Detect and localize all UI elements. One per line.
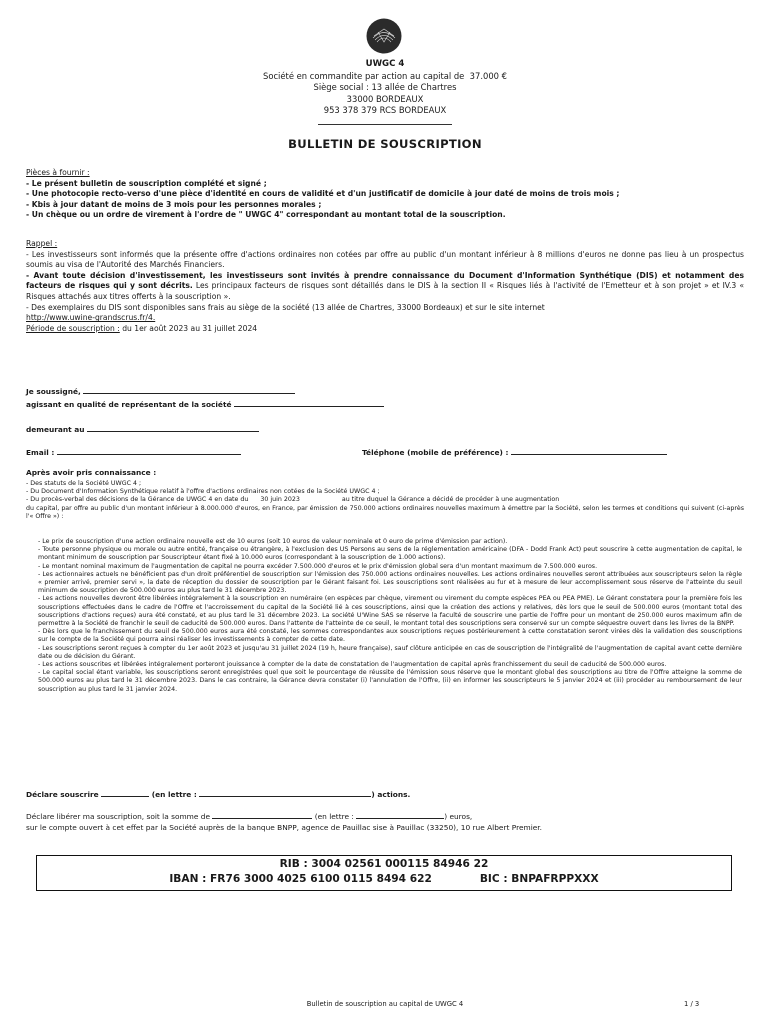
pieces-heading: Pièces à fournir :	[26, 168, 90, 177]
company-logo	[366, 18, 402, 54]
page-number: 1 / 3	[684, 1000, 700, 1008]
connaissance-item: - Du Document d'Information Synthétique relatif à l'offre d'actions ordinaires non cotées de la Société UWGC 4 ;	[26, 488, 380, 496]
soussigne-row: Je soussigné,	[26, 385, 295, 396]
condition-item: - Les souscriptions seront reçues à compter du 1er août 2023 et jusqu'au 31 juillet 2024 (19 h, heure française), sauf clôture anticipée en cas de souscription de l'intégralité de l'augmentation de capital avant cette dernière date ou de décision du Gérant.	[38, 644, 742, 660]
societe-field[interactable]	[234, 398, 384, 407]
company-name: UWGC 4	[365, 59, 405, 69]
amount-letters-field[interactable]	[356, 810, 444, 819]
rappel-paragraph-risks: - Avant toute décision d'investissement, les investisseurs sont invités à prendre connaissance du Document d'Information Synthétique (DIS) et notamment des facteurs de risques qui y sont décrits. Les principaux facteurs de risques sont détaillés dans le DIS à la section II « Risques liés à l'activité de l'Emetteur et à son projet » et IV.3 « Risques attachés aux titres offerts à la souscription ».	[26, 270, 744, 301]
declare-souscrire-row: Déclare souscrire (en lettre : ) actions.	[26, 790, 411, 799]
connaissance-item: - Des statuts de la Société UWGC 4 ;	[26, 480, 142, 487]
page-title: BULLETIN DE SOUSCRIPTION	[288, 137, 482, 151]
connaissance-item-pv: - Du procès-verbal des décisions de la Gérance de UWGC 4 en date du 30 juin 2023 au titre duquel la Gérance a décidé de procéder à une augmentation	[26, 496, 560, 504]
actions-count-field[interactable]	[101, 788, 149, 797]
header-separator	[318, 124, 452, 125]
dis-link[interactable]: http://www.uwine-grandscrus.fr/4.	[26, 313, 156, 323]
company-rcs: 953 378 379 RCS BORDEAUX	[323, 105, 447, 116]
rappel-heading: Rappel :	[26, 239, 58, 248]
iban-bic-row	[37, 872, 731, 887]
piece-item: - Kbis à jour datant de moins de 3 mois pour les personnes morales ;	[26, 199, 322, 209]
demeurant-row: demeurant au	[26, 423, 259, 434]
telephone-row: Téléphone (mobile de préférence) :	[362, 446, 667, 457]
footer-label: Bulletin de souscription au capital de UWGC 4	[306, 1000, 464, 1008]
conditions-list	[38, 538, 742, 694]
rib: RIB : 3004 02561 000115 84946 22	[279, 858, 489, 870]
piece-item: - Un chèque ou un ordre de virement à l'ordre de " UWGC 4" correspondant au montant total de la souscription.	[26, 210, 506, 220]
condition-item: - Les actions souscrites et libérées intégralement porteront jouissance à compter de la date de constatation de l'augmentation de capital après franchissement du seuil de caducité de 500.000 euros.	[38, 661, 667, 669]
periode: Période de souscription : du 1er août 2023 au 31 juillet 2024	[26, 323, 258, 333]
liberer-section	[26, 810, 744, 833]
rappel-section	[26, 239, 744, 334]
soussigne-field[interactable]	[83, 385, 295, 394]
telephone-field[interactable]	[511, 446, 667, 455]
bank-details-box	[36, 855, 732, 891]
amount-field[interactable]	[212, 810, 312, 819]
connaissance-item-pv-cont: du capital, par offre au public d'un montant inférieur à 8.000.000 d'euros, en France, par émission de 750.000 actions ordinaires nouvelles maximum à émettre par la Société, selon les termes et conditions qui suivent (ci-après l'« Offre ») :	[26, 504, 744, 520]
connaissance-list	[26, 480, 744, 521]
actions-letters-field[interactable]	[199, 788, 371, 797]
condition-item: - Le capital social étant variable, les souscriptions seront enregistrées quel que soit le pourcentage de réussite de l'émission sous réserve que le montant global des souscriptions au titre de l'Offre atteigne la somme de 500.000 euros au plus tard le 31 décembre 2023. Dans le cas contraire, la Gérance devra constater (i) l'annulation de l'Offre, (ii) en informer les souscripteurs le 5 janvier 2024 et (iii) procéder au remboursement de leur souscription au plus tard le 31 janvier 2024.	[38, 669, 742, 693]
email-row: Email :	[26, 446, 241, 457]
company-capital: Société en commandite par action au capital de 37.000 €	[263, 70, 507, 81]
pieces-section	[26, 168, 744, 221]
company-header	[0, 58, 770, 117]
condition-item: - Le montant nominal maximum de l'augmentation de capital ne pourra excéder 7.500.000 d'euros et le prix d'émission global sera d'un montant maximum de 7.500.000 euros.	[38, 562, 598, 570]
condition-item: - Les actionnaires actuels ne bénéficient pas d'un droit préférentiel de souscription sur l'émission des 750.000 actions ordinaires nouvelles. Les actions ordinaires nouvelles seront attribuées aux souscripteurs selon la règle « premier arrivé, premier servi », la date de réception du dossier de souscription par le Gérant faisant foi. Les souscriptions sont réalisées au fur et à mesure de leur accomplissement sous réserve de l'atteinte du seuil minimum de souscription de 500.000 euros au plus tard le 31 décembre 2023.	[38, 570, 742, 595]
piece-item: - Une photocopie recto-verso d'une pièce d'identité en cours de validité et d'un justificatif de domicile à jour daté de moins de trois mois ;	[26, 189, 620, 199]
qualite-row: agissant en qualité de représentant de la société	[26, 398, 384, 409]
company-city: 33000 BORDEAUX	[346, 93, 424, 104]
company-address: Siège social : 13 allée de Chartres	[313, 82, 457, 93]
condition-item: - Dès lors que le franchissement du seuil de 500.000 euros aura été constaté, les sommes correspondantes aux souscriptions reçues postérieurement à cette constatation seront virées dès la validation des souscriptions sur le compte de la Société qui pourra ainsi réaliser les investissements à compter de cette date.	[38, 628, 742, 644]
condition-item: - Toute personne physique ou morale ou autre entité, française ou étrangère, à l'exclusion des US Persons au sens de la réglementation américaine (DFA - Dodd Frank Act) peut souscrire à cette augmentation de capital, le montant minimum de souscription par Souscripteur étant fixé à 10.000 euros (correspondant à la souscription de 1.000 actions).	[38, 546, 742, 562]
bic: BIC : BNPAFRPPXXX	[479, 873, 599, 885]
condition-item: - Les actions nouvelles devront être libérées intégralement à la souscription en numéraire (en espèces par chèque, virement ou virement du compte espèces PEA ou PEA PME). Le Gérant constatera pour la première fois les souscriptions effectuées dans le cadre de l'Offre et l'accroissement du capital de la Société lié à ces souscriptions, ainsi que la création des actions y relatives, dès lors que le seuil de 500.000 euros (montant total des souscriptions d'actions reçues) aura été constaté, et au plus tard le 31 décembre 2023. La société U'Wine SAS se réserve la faculté de souscrire une partie de l'offre pour un montant de 250.000 euros maximum afin de permettre à la Société de franchir le seuil de caducité de 500.000 euros. Dans l'attente de l'atteinte de ce seuil, le montant total des souscriptions sera conservé sur un compte séquestre ouvert dans les livres de la BNPP.	[38, 595, 742, 628]
rappel-paragraph-dis: - Des exemplaires du DIS sont disponibles sans frais au siège de la société (13 allée de Chartres, 33000 Bordeaux) et sur le site internet http://www.uwine-grandscrus.fr/4.	[26, 302, 545, 323]
condition-item: - Le prix de souscription d'une action ordinaire nouvelle est de 10 euros (soit 10 euros de valeur nominale et 0 euro de prime d'émission par action).	[38, 538, 508, 545]
email-field[interactable]	[57, 446, 241, 455]
liberer-account: sur le compte ouvert à cet effet par la Société auprès de la banque BNPP, agence de Pauillac sise à Pauillac (33250), 10 rue Albert Premier.	[26, 822, 543, 832]
connaissance-heading: Après avoir pris connaissance :	[26, 468, 157, 477]
piece-item: - Le présent bulletin de souscription complété et signé ;	[26, 178, 267, 188]
liberer-row: Déclare libérer ma souscription, soit la somme de (en lettre : ) euros,	[26, 812, 473, 821]
address-field[interactable]	[87, 423, 259, 432]
rappel-paragraph: - Les investisseurs sont informés que la présente offre d'actions ordinaires non cotées par offre au public d'un montant inférieur à 8 millions d'euros ne donne pas lieu à un prospectus soumis au visa de l'Autorité des Marchés Financiers.	[26, 249, 744, 270]
iban: IBAN : FR76 3000 4025 6100 0115 8494 622	[169, 873, 432, 885]
